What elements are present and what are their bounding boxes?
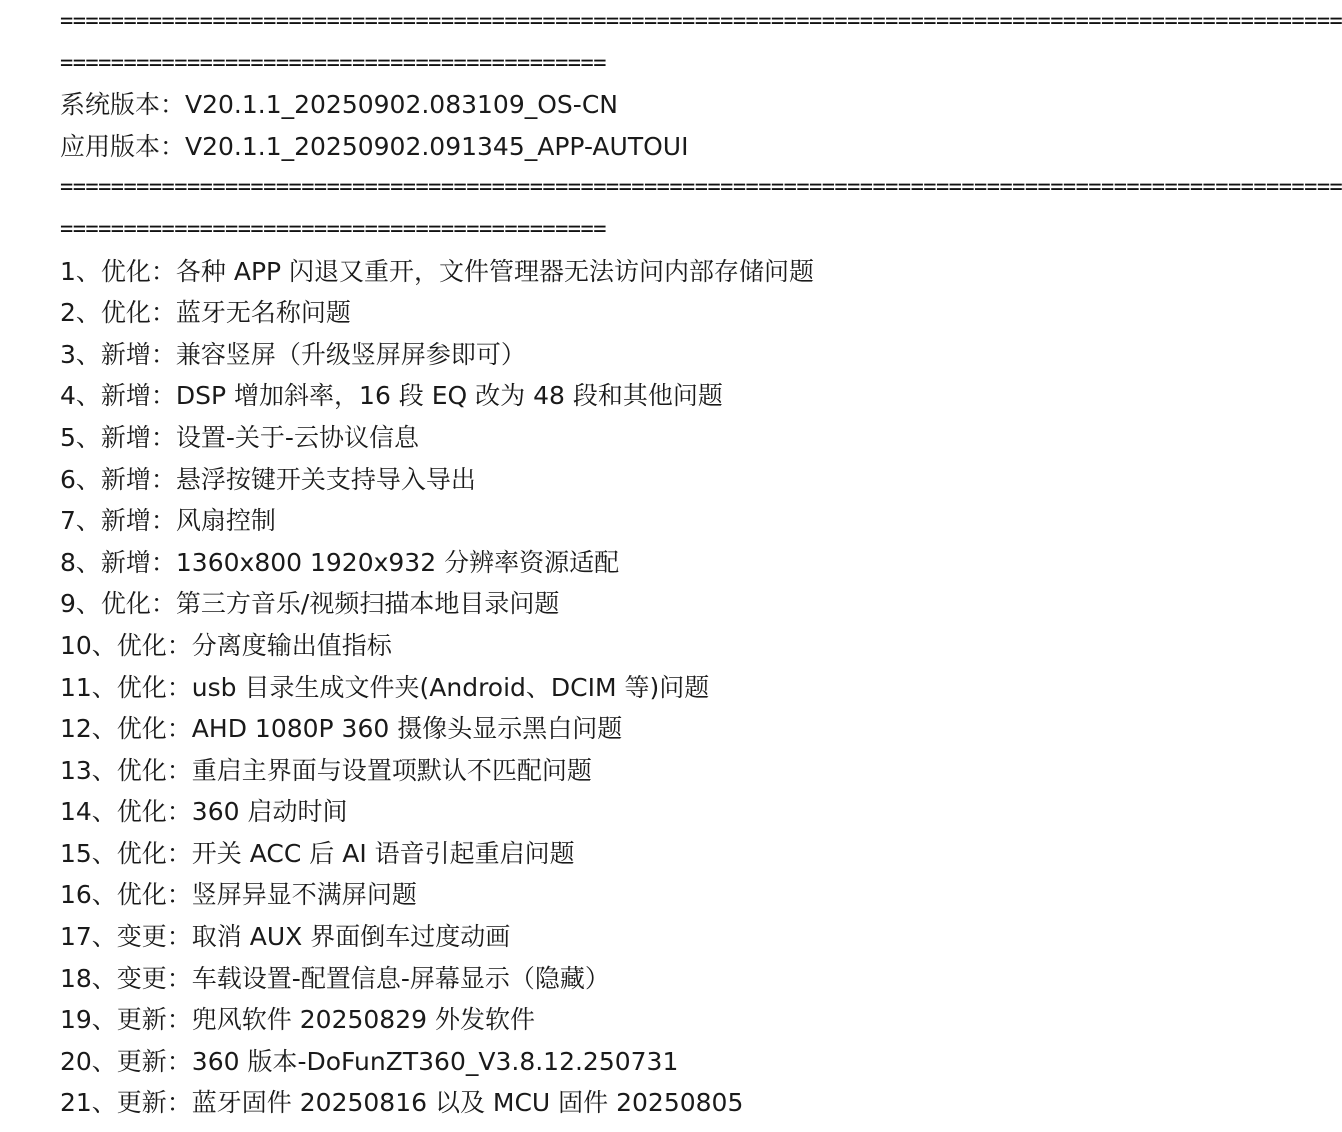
changelog-item: 20、更新：360 版本-DoFunZT360_V3.8.12.250731: [60, 1046, 679, 1076]
changelog-item: 14、优化：360 启动时间: [60, 797, 348, 827]
changelog-item: 8、新增：1360x800 1920x932 分辨率资源适配: [60, 547, 620, 577]
changelog-item: 12、优化：AHD 1080P 360 摄像头显示黑白问题: [60, 714, 623, 744]
changelog-item: 21、更新：蓝牙固件 20250816 以及 MCU 固件 20250805: [60, 1088, 744, 1118]
changelog-item: 9、优化：第三方音乐/视频扫描本地目录问题: [60, 589, 560, 619]
changelog-item: 4、新增：DSP 增加斜率，16 段 EQ 改为 48 段和其他问题: [60, 381, 723, 411]
changelog-item: 3、新增：兼容竖屏（升级竖屏屏参即可）: [60, 339, 526, 369]
separator-line: ===========================================: [60, 50, 606, 76]
changelog-item: 7、新增：风扇控制: [60, 506, 276, 536]
separator-line: ===========================================: [60, 216, 606, 242]
changelog-item: 11、优化：usb 目录生成文件夹(Android、DCIM 等)问题: [60, 672, 710, 702]
separator-line: =====================================================================================================: [60, 9, 1342, 34]
release-notes-document: [60, 1, 1342, 1124]
system-version: 系统版本：V20.1.1_20250902.083109_OS-CN: [60, 90, 618, 120]
changelog-item: 2、优化：蓝牙无名称问题: [60, 298, 351, 328]
changelog-item: 10、优化：分离度输出值指标: [60, 630, 392, 660]
changelog-item: 6、新增：悬浮按键开关支持导入导出: [60, 464, 476, 494]
changelog-item: 19、更新：兜风软件 20250829 外发软件: [60, 1005, 535, 1035]
changelog-item: 16、优化：竖屏异显不满屏问题: [60, 880, 417, 910]
changelog-item: 17、变更：取消 AUX 界面倒车过度动画: [60, 922, 511, 952]
app-version: 应用版本：V20.1.1_20250902.091345_APP-AUTOUI: [60, 131, 689, 161]
changelog-item: 5、新增：设置-关于-云协议信息: [60, 422, 419, 452]
changelog-item: 1、优化：各种 APP 闪退又重开，文件管理器无法访问内部存储问题: [60, 256, 815, 286]
changelog-item: 15、优化：开关 ACC 后 AI 语音引起重启问题: [60, 838, 575, 868]
changelog-item: 13、优化：重启主界面与设置项默认不匹配问题: [60, 755, 592, 785]
changelog-list: [60, 251, 1170, 1124]
separator-line: =====================================================================================================: [60, 175, 1342, 201]
changelog-item: 18、变更：车载设置-配置信息-屏幕显示（隐藏）: [60, 963, 610, 993]
